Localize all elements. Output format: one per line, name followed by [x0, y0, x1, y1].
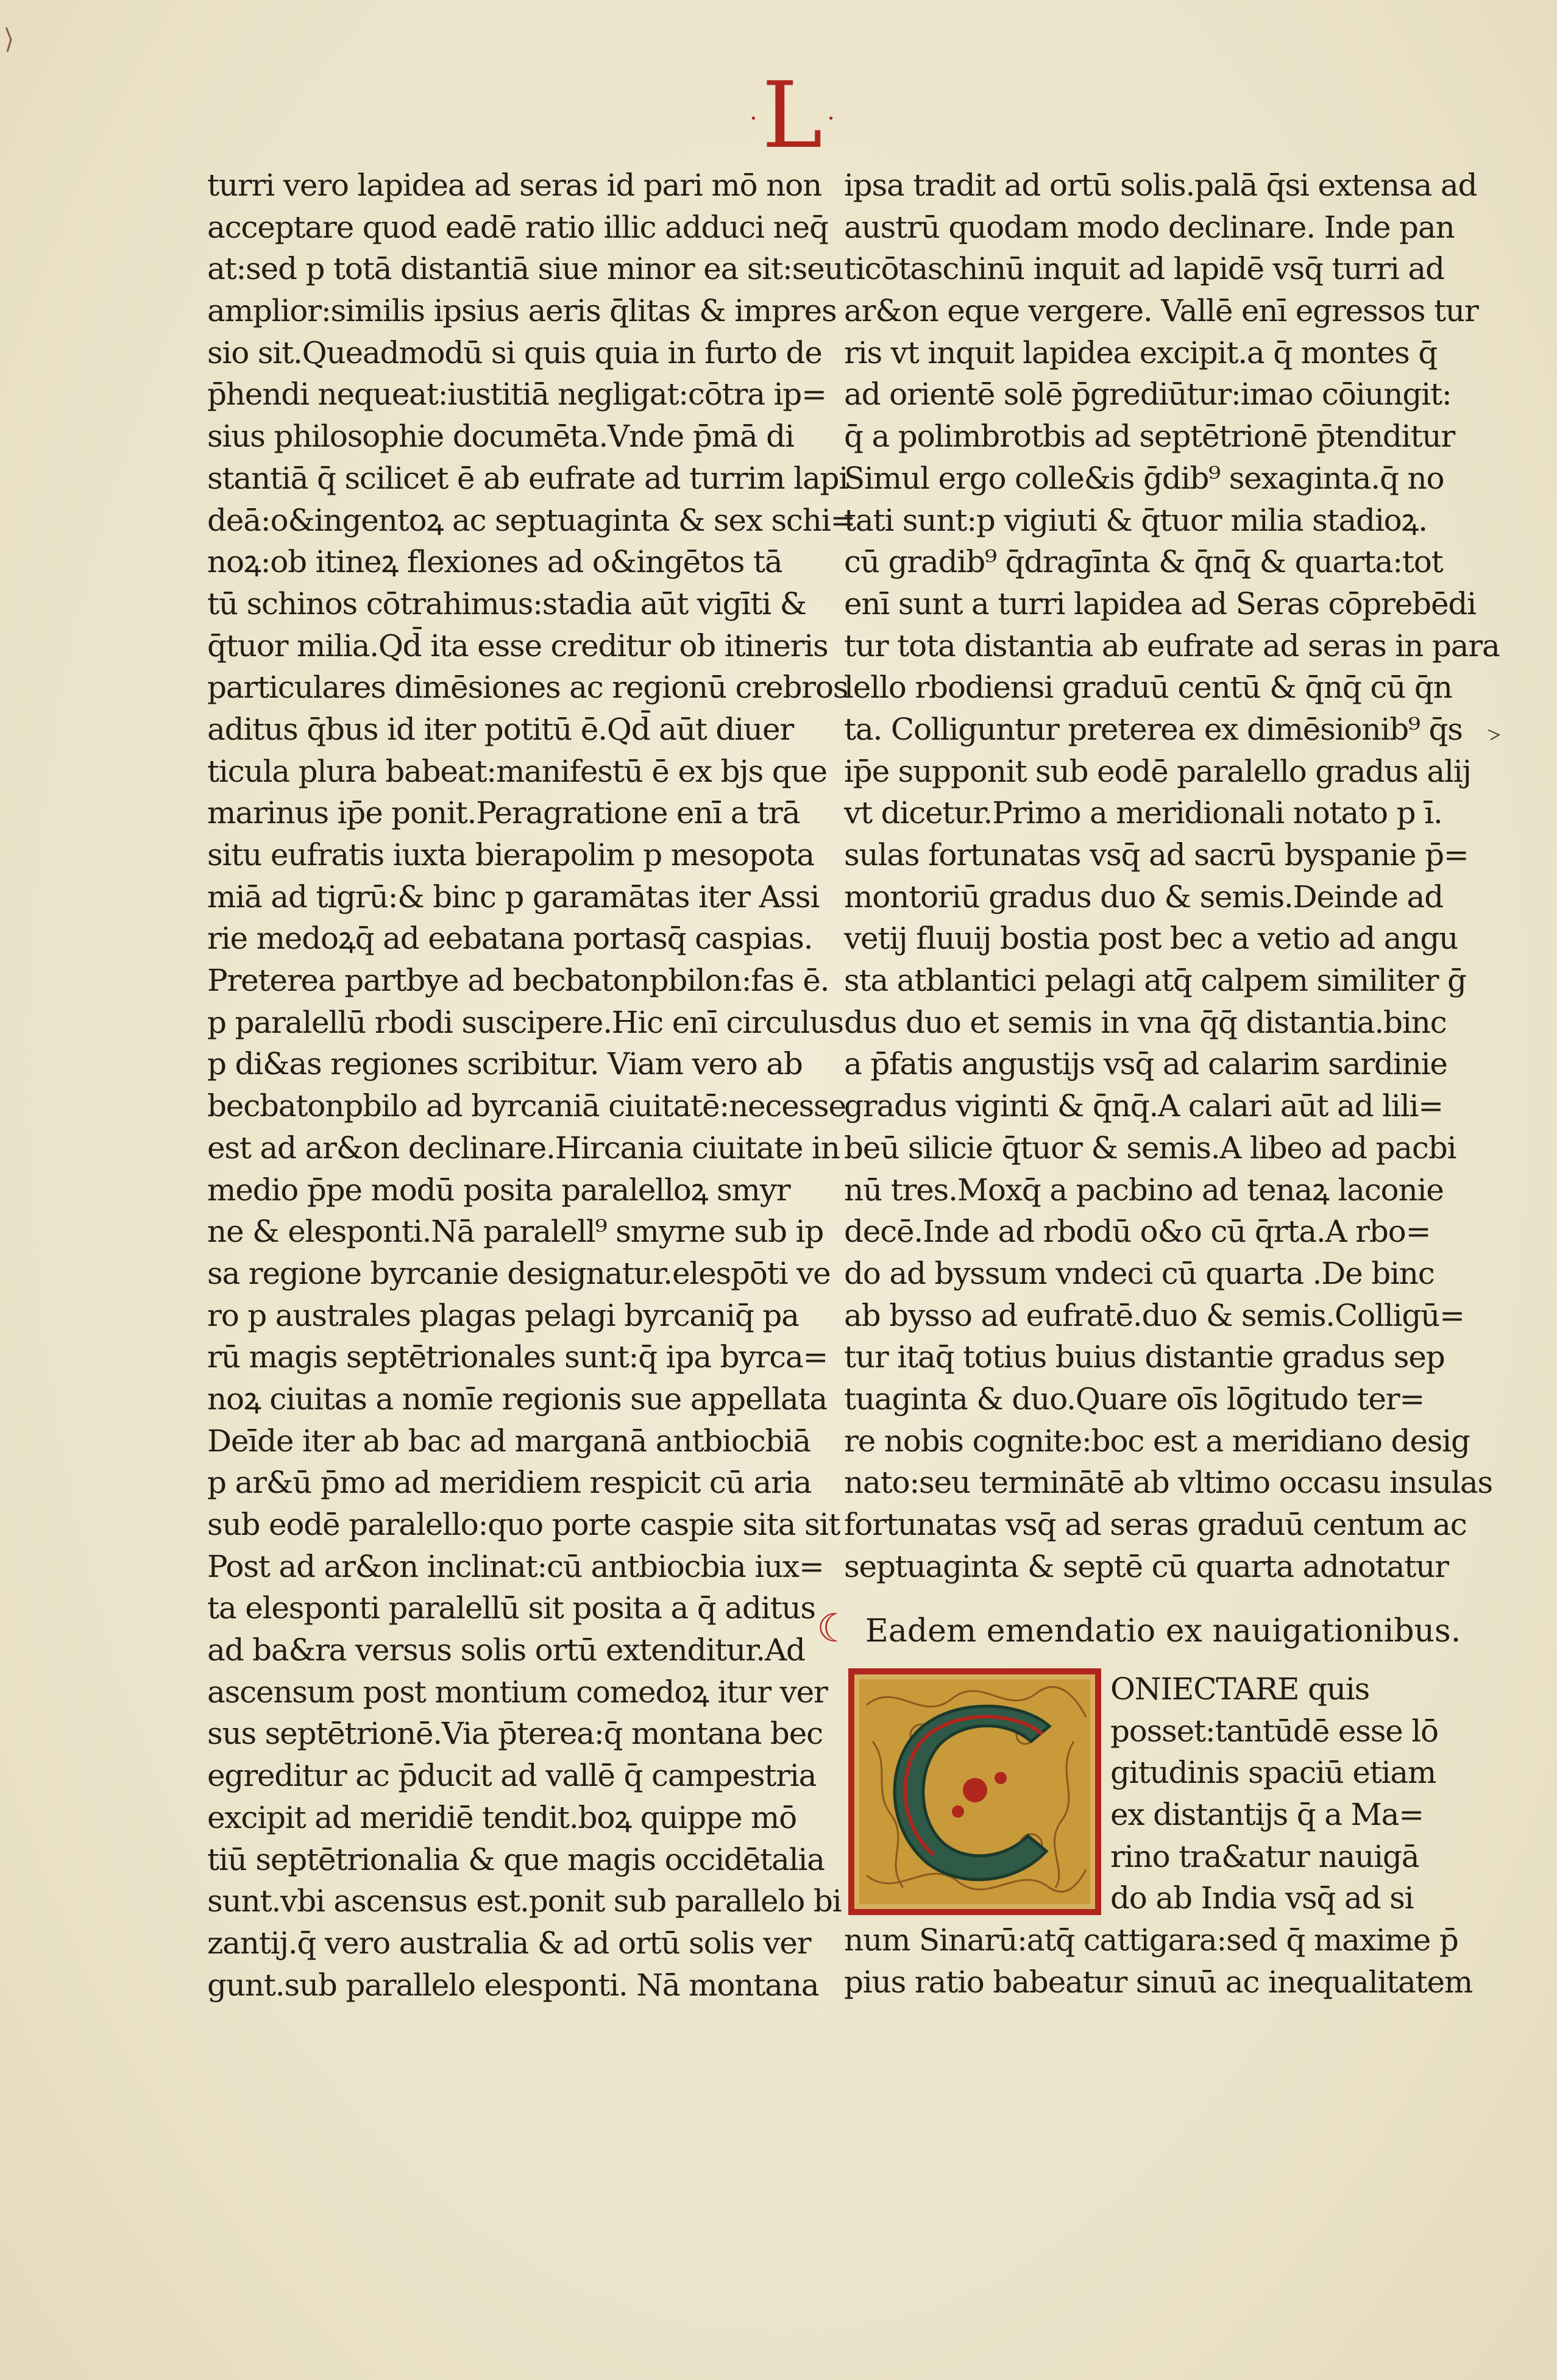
- text-line: ar&on eque vergere. Vallē enī egressos tur: [844, 293, 1478, 329]
- text-line: ONIECTARE quis: [1110, 1671, 1370, 1707]
- text-line: ab bysso ad eufratē.duo & semis.Colligū=: [844, 1297, 1464, 1333]
- margin-mark: [1487, 725, 1505, 743]
- text-line: p paralellū rbodi suscipere.Hic enī circulus: [207, 1004, 843, 1040]
- text-line: rie medoꝝq̄ ad eebatana portasq̄ caspias.: [207, 921, 813, 957]
- text-line: ipsa tradit ad ortū solis.palā q̄si extensa ad: [844, 168, 1477, 203]
- text-line: rino tra&atur nauigā: [1110, 1838, 1419, 1874]
- paragraph-mark-icon: ☾: [817, 1606, 852, 1651]
- text-line: tuaginta & duo.Quare oīs lōgitudo ter=: [844, 1381, 1425, 1417]
- text-line: tiū septētrionalia & que magis occidētalia: [207, 1841, 825, 1877]
- section-heading: [817, 1606, 1461, 1651]
- text-line: ticōtaschinū inquit ad lapidē vsq̄ turri ad: [844, 251, 1444, 287]
- text-line: sulas fortunatas vsq̄ ad sacrū byspanie p̄=: [844, 837, 1469, 873]
- text-line: gitudinis spaciū etiam: [1110, 1755, 1436, 1791]
- text-line: do ab India vsq̄ ad si: [1110, 1880, 1414, 1916]
- right-column-continuation: [844, 1919, 1473, 2003]
- text-line: ta elesponti paralellū sit posita a q̄ aditus: [207, 1590, 815, 1626]
- text-line: zantij.q̄ vero australia & ad ortū solis ver: [207, 1925, 811, 1961]
- folio-mark: [750, 64, 835, 168]
- text-line: Simul ergo colle&is ḡdib⁹ sexaginta.q̄ no: [844, 460, 1444, 496]
- text-line: q̄ a polimbrotbis ad septētrionē p̄tenditur: [844, 419, 1455, 455]
- edge-stain: [0, 24, 18, 61]
- text-line: gradus viginti & q̄nq̄.A calari aūt ad lili=: [844, 1088, 1443, 1124]
- text-line: re nobis cognite:boc est a meridiano desig: [844, 1423, 1470, 1459]
- folio-dot-right: ·: [827, 105, 835, 133]
- text-line: aditus q̄bus id iter potitū ē.Qd̄ aūt diuer: [207, 711, 794, 747]
- text-line: ad ba&ra versus solis ortū extenditur.Ad: [207, 1632, 805, 1668]
- text-line: nato:seu terminātē ab vltimo occasu insulas: [844, 1465, 1493, 1501]
- text-line: gunt.sub parallelo elesponti. Nā montana: [207, 1967, 819, 2003]
- folio-dot-left: ·: [750, 105, 757, 133]
- text-line: particulares dimēsiones ac regionū crebros: [207, 670, 848, 706]
- text-line: sunt.vbi ascensus est.ponit sub parallelo bi: [207, 1883, 842, 1919]
- text-line: ris vt inquit lapidea excipit.a q̄ montes q̄: [844, 335, 1438, 370]
- text-line: tū schinos cōtrahimus:stadia aūt vigīti &: [207, 586, 806, 622]
- text-line: Post ad ar&on inclinat:cū antbiocbia iux=: [207, 1548, 824, 1584]
- text-line: q̄tuor milia.Qd̄ ita esse creditur ob itineris: [207, 628, 828, 664]
- right-text-column: [844, 165, 1500, 1587]
- text-line: at:sed p totā distantiā siue minor ea sit:seu: [207, 251, 843, 287]
- folio-letter: L: [762, 63, 823, 169]
- text-line: ro p australes plagas pelagi byrcaniq̄ pa: [207, 1297, 799, 1333]
- text-line: medio p̄pe modū posita paralelloꝝ smyr: [207, 1172, 790, 1208]
- illuminated-initial: [848, 1668, 1101, 1915]
- text-line: vt dicetur.Primo a meridionali notato p ī.: [844, 795, 1442, 831]
- text-line: deā:o&ingentoꝝ ac septuaginta & sex schi=: [207, 502, 856, 538]
- text-line: egreditur ac p̄ducit ad vallē q̄ campestria: [207, 1758, 817, 1794]
- text-line: Preterea partbye ad becbatonpbilon:fas ē.: [207, 963, 829, 999]
- text-line: tati sunt:p vigiuti & q̄tuor milia stadioꝝ.: [844, 502, 1427, 538]
- text-line: sa regione byrcanie designatur.elespōti ve: [207, 1255, 831, 1291]
- text-line: sius philosophie documēta.Vnde p̄mā di: [207, 419, 794, 455]
- text-line: sio sit.Queadmodū si quis quia in furto de: [207, 335, 822, 370]
- text-line: ex distantijs q̄ a Ma=: [1110, 1797, 1424, 1833]
- text-line: lello rbodiensi graduū centū & q̄nq̄ cū q̄n: [844, 670, 1452, 706]
- text-line: rū magis septētrionales sunt:q̄ ipa byrca=: [207, 1339, 828, 1375]
- text-line: enī sunt a turri lapidea ad Seras cōprebēdi: [844, 586, 1476, 622]
- text-line: sus septētrionē.Via p̄terea:q̄ montana bec: [207, 1716, 823, 1752]
- text-line: amplior:similis ipsius aeris q̄litas & impres: [207, 293, 837, 329]
- text-line: noꝝ ciuitas a nomīe regionis sue appellata: [207, 1381, 828, 1417]
- text-line: nū tres.Moxq̄ a pacbino ad tenaꝝ laconie: [844, 1172, 1444, 1208]
- text-line: dus duo et semis in vna q̄q̄ distantia.binc: [844, 1004, 1447, 1040]
- text-line: p ar&ū p̄mo ad meridiem respicit cū aria: [207, 1465, 812, 1501]
- text-line: tur tota distantia ab eufrate ad seras in para: [844, 628, 1500, 664]
- text-line: miā ad tigrū:& binc p garamātas iter Assi: [207, 879, 820, 915]
- text-line: marinus ip̄e ponit.Peragratione enī a trā: [207, 795, 800, 831]
- text-line: a p̄fatis angustijs vsq̄ ad calarim sardinie: [844, 1046, 1447, 1082]
- text-line: num Sinarū:atq̄ cattigara:sed q̄ maxime p̄: [844, 1922, 1458, 1958]
- text-line: ip̄e supponit sub eodē paralello gradus alij: [844, 753, 1471, 789]
- left-text-column: [207, 165, 856, 2006]
- text-line: tur itaq̄ totius buius distantie gradus sep: [844, 1339, 1445, 1375]
- text-line: montoriū gradus duo & semis.Deinde ad: [844, 879, 1443, 915]
- text-line: vetij fluuij bostia post bec a vetio ad angu: [844, 921, 1458, 957]
- text-line: austrū quodam modo declinare. Inde pan: [844, 209, 1455, 245]
- text-line: situ eufratis iuxta bierapolim p mesopota: [207, 837, 814, 873]
- text-line: p̄hendi nequeat:iustitiā negligat:cōtra ip=: [207, 377, 826, 413]
- text-line: acceptare quod eadē ratio illic adduci neq̄: [207, 209, 828, 245]
- text-line: excipit ad meridiē tendit.boꝝ quippe mō: [207, 1799, 797, 1835]
- text-line: noꝝ:ob itineꝝ flexiones ad o&ingētos tā: [207, 544, 782, 580]
- text-line: beū silicie q̄tuor & semis.A libeo ad pacbi: [844, 1130, 1456, 1166]
- text-line: turri vero lapidea ad seras id pari mō non: [207, 168, 822, 203]
- text-line: do ad byssum vndeci cū quarta .De binc: [844, 1255, 1435, 1291]
- text-line: sub eodē paralello:quo porte caspie sita sit: [207, 1507, 840, 1542]
- text-line: p di&as regiones scribitur. Viam vero ab: [207, 1046, 803, 1082]
- text-line: cū gradib⁹ q̄dragīnta & q̄nq̄ & quarta:tot: [844, 544, 1443, 580]
- text-line: stantiā q̄ scilicet ē ab eufrate ad turrim lapi: [207, 460, 848, 496]
- text-line: Deīde iter ab bac ad marganā antbiocbiā: [207, 1423, 810, 1459]
- section-heading-text: Eadem emendatio ex nauigationibus.: [865, 1613, 1461, 1649]
- text-line: septuaginta & septē cū quarta adnotatur: [844, 1548, 1449, 1584]
- text-line: fortunatas vsq̄ ad seras graduū centum ac: [844, 1507, 1467, 1542]
- text-line: becbatonpbilo ad byrcaniā ciuitatē:necesse: [207, 1088, 846, 1124]
- text-line: posset:tantūdē esse lō: [1110, 1713, 1438, 1749]
- text-line: decē.Inde ad rbodū o&o cū q̄rta.A rbo=: [844, 1214, 1431, 1250]
- initial-side-text: [1110, 1668, 1438, 1919]
- text-line: ticula plura babeat:manifestū ē ex bjs que: [207, 753, 827, 789]
- text-line: sta atblantici pelagi atq̄ calpem similiter ḡ: [844, 963, 1466, 999]
- text-line: ad orientē solē p̄grediūtur:imao cōiungit:: [844, 377, 1452, 413]
- text-line: est ad ar&on declinare.Hircania ciuitate in: [207, 1130, 840, 1166]
- text-line: pius ratio babeatur sinuū ac inequalitatem: [844, 1964, 1473, 2000]
- text-line: ne & elesponti.Nā paralell⁹ smyrne sub ip: [207, 1214, 824, 1250]
- text-line: ascensum post montium comedoꝝ itur ver: [207, 1674, 828, 1710]
- text-line: ta. Colliguntur preterea ex dimēsionib⁹ q̄s: [844, 711, 1463, 747]
